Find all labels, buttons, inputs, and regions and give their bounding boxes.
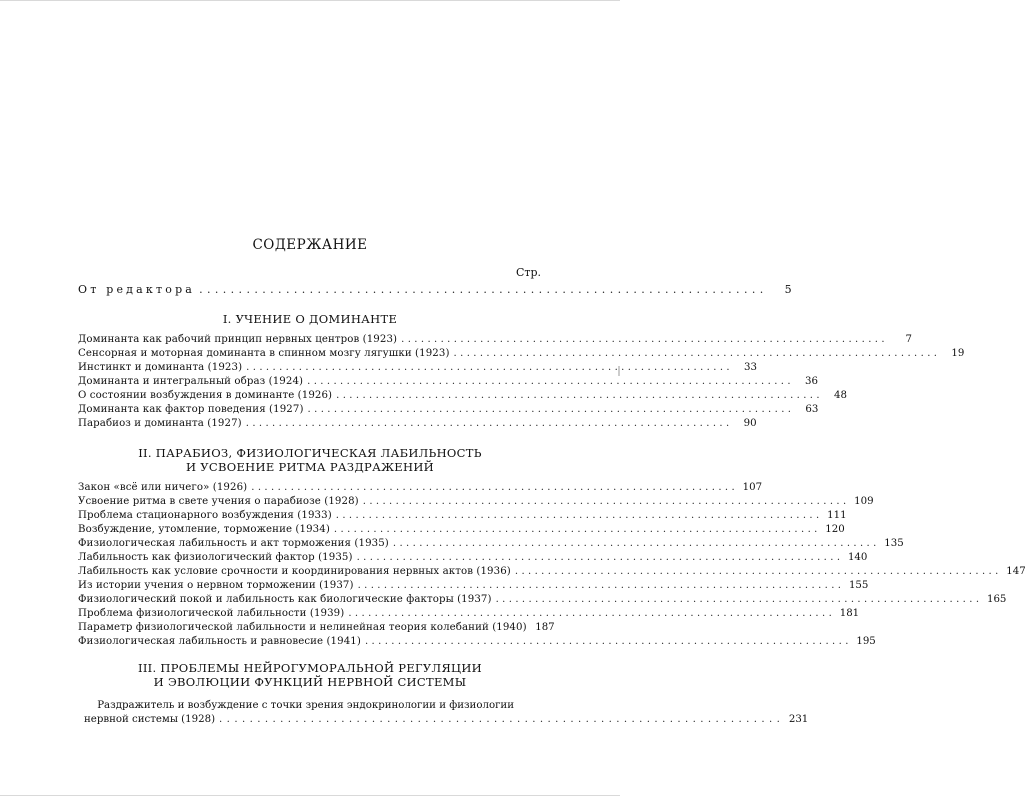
toc-entry[interactable] (78, 509, 847, 523)
entry-page: 63 (805, 404, 819, 415)
toc-entry[interactable] (78, 607, 860, 621)
dot-leader: .......................................................................... (495, 594, 983, 605)
entry-title: Лабильность как физиологический фактор (1935) (78, 552, 353, 563)
entry-page: 135 (884, 538, 904, 549)
section-heading-line: И ЭВОЛЮЦИИ ФУНКЦИЙ НЕРВНОЙ СИСТЕМЫ (153, 675, 467, 689)
section-heading-2 (0, 446, 620, 474)
toc-entry[interactable] (78, 551, 868, 565)
entry-page: 181 (839, 608, 860, 619)
section-heading-3 (0, 661, 620, 689)
toc-entry[interactable] (78, 565, 1026, 579)
entry-page: 107 (742, 482, 763, 493)
entry-title: От редактора (78, 283, 196, 296)
dot-leader: .......................................................................... (307, 376, 794, 387)
entry-page: 33 (744, 362, 757, 373)
section-1-entries (78, 333, 965, 431)
section-2-entries (78, 481, 1026, 649)
entry-title: Лабильность как условие срочности и координирования нервных актов (1936) (78, 566, 511, 577)
entry-title-line-2: нервной системы (1928) (84, 714, 216, 725)
toc-entry[interactable] (78, 347, 965, 361)
toc-entry[interactable] (78, 389, 847, 403)
entry-page: 5 (784, 283, 792, 296)
section-heading-line: I. УЧЕНИЕ О ДОМИНАНТЕ (222, 312, 398, 326)
entry-title: Проблема физиологической лабильности (1939) (78, 608, 345, 619)
dot-leader: .......................................................................... (335, 510, 823, 521)
toc-entry-editor[interactable] (78, 283, 792, 296)
entry-title-line-1: Раздражитель и возбуждение с точки зрения эндокринологии и физиологии (97, 700, 514, 711)
dot-leader: .......................................................................... (333, 524, 821, 535)
entry-page: 147 (1006, 566, 1026, 577)
entry-page: 90 (743, 418, 757, 429)
entry-title: Доминанта и интегральный образ (1924) (78, 376, 304, 387)
entry-page: 48 (834, 390, 847, 401)
dot-leader: .......................................................................... (251, 482, 739, 493)
toc-entry[interactable] (78, 333, 912, 347)
dot-leader: .......................................................................... (392, 538, 880, 549)
toc-entry[interactable] (78, 375, 818, 389)
entry-page: 155 (848, 580, 869, 591)
dot-leader: .......................................................................... (307, 404, 795, 415)
dot-leader: .......................................................................... (357, 580, 845, 591)
toc-entry[interactable] (78, 537, 904, 551)
entry-title: Физиологическая лабильность и акт торможения (1935) (78, 538, 389, 549)
dot-leader: .......................................................................... (364, 636, 852, 647)
dot-leader: .......................................................................... (348, 608, 836, 619)
entry-title: Инстинкт и доминанта (1923) (78, 362, 243, 373)
dot-leader: .......................................................................... (401, 334, 888, 345)
toc-entry[interactable] (78, 523, 845, 537)
toc-entry[interactable] (78, 593, 1007, 607)
entry-page: 187 (535, 622, 555, 633)
entry-title: Проблема стационарного возбуждения (1933) (78, 510, 332, 521)
dot-leader: .......................................................................... (246, 362, 733, 373)
toc-entry[interactable] (78, 699, 809, 727)
entry-title: Из истории учения о нервном торможении (1937) (78, 580, 354, 591)
page-column-label: Стр. (516, 266, 542, 279)
toc-entry[interactable] (78, 417, 757, 431)
entry-page: 120 (825, 524, 845, 535)
entry-page: 36 (804, 376, 818, 387)
dot-leader: .......................................................................... (219, 714, 785, 725)
section-heading-line: И УСВОЕНИЕ РИТМА РАЗДРАЖЕНИЙ (186, 460, 434, 474)
toc-entry[interactable] (78, 361, 757, 375)
entry-title: Возбуждение, утомление, торможение (1934) (78, 524, 330, 535)
entry-page: 140 (847, 552, 868, 563)
entry-page: 7 (905, 334, 912, 345)
dot-leader: .......................................................................... (362, 496, 850, 507)
entry-title: Доминанта как фактор поведения (1927) (78, 404, 304, 415)
page-title: СОДЕРЖАНИЕ (252, 237, 368, 253)
dot-leader: .......................................................................... (514, 566, 1002, 577)
entry-page: 231 (788, 714, 809, 725)
toc-entry[interactable] (78, 621, 555, 635)
entry-title: Параметр физиологической лабильности и нелинейная теория колебаний (1940) (78, 622, 527, 633)
entry-title: Сенсорная и моторная доминанта в спинном мозгу лягушки (1923) (78, 348, 450, 359)
entry-page: 111 (827, 510, 847, 521)
section-heading-line: III. ПРОБЛЕМЫ НЕЙРОГУМОРАЛЬНОЙ РЕГУЛЯЦИИ (137, 661, 483, 675)
section-heading-line: II. ПАРАБИОЗ, ФИЗИОЛОГИЧЕСКАЯ ЛАБИЛЬНОСТЬ (138, 446, 482, 460)
entry-page: 109 (854, 496, 874, 507)
toc-entry[interactable] (78, 481, 763, 495)
entry-title: О состоянии возбуждения в доминанте (1926) (78, 390, 333, 401)
dot-leader: ........................................................................ (199, 283, 768, 296)
dot-leader: .......................................................................... (336, 390, 823, 401)
section-heading-1 (0, 312, 620, 326)
entry-page: 19 (951, 348, 965, 359)
dot-leader: .......................................................................... (453, 348, 941, 359)
entry-title: Закон «всё или ничего» (1926) (78, 482, 248, 493)
toc-entry[interactable] (78, 635, 876, 649)
entry-title: Физиологическая лабильность и равновесие (1941) (78, 636, 361, 647)
entry-title: Усвоение ритма в свете учения о парабиозе (1928) (78, 496, 359, 507)
entry-page: 195 (856, 636, 876, 647)
entry-title: Доминанта как рабочий принцип нервных центров (1923) (78, 334, 398, 345)
toc-entry[interactable] (78, 495, 874, 509)
dot-leader: .......................................................................... (245, 418, 733, 429)
dot-leader: .......................................................................... (356, 552, 844, 563)
toc-entry[interactable] (78, 579, 869, 593)
entry-title: Физиологический покой и лабильность как биологические факторы (1937) (78, 594, 492, 605)
toc-entry[interactable] (78, 403, 819, 417)
entry-page: 165 (986, 594, 1007, 605)
entry-title: Парабиоз и доминанта (1927) (78, 418, 242, 429)
